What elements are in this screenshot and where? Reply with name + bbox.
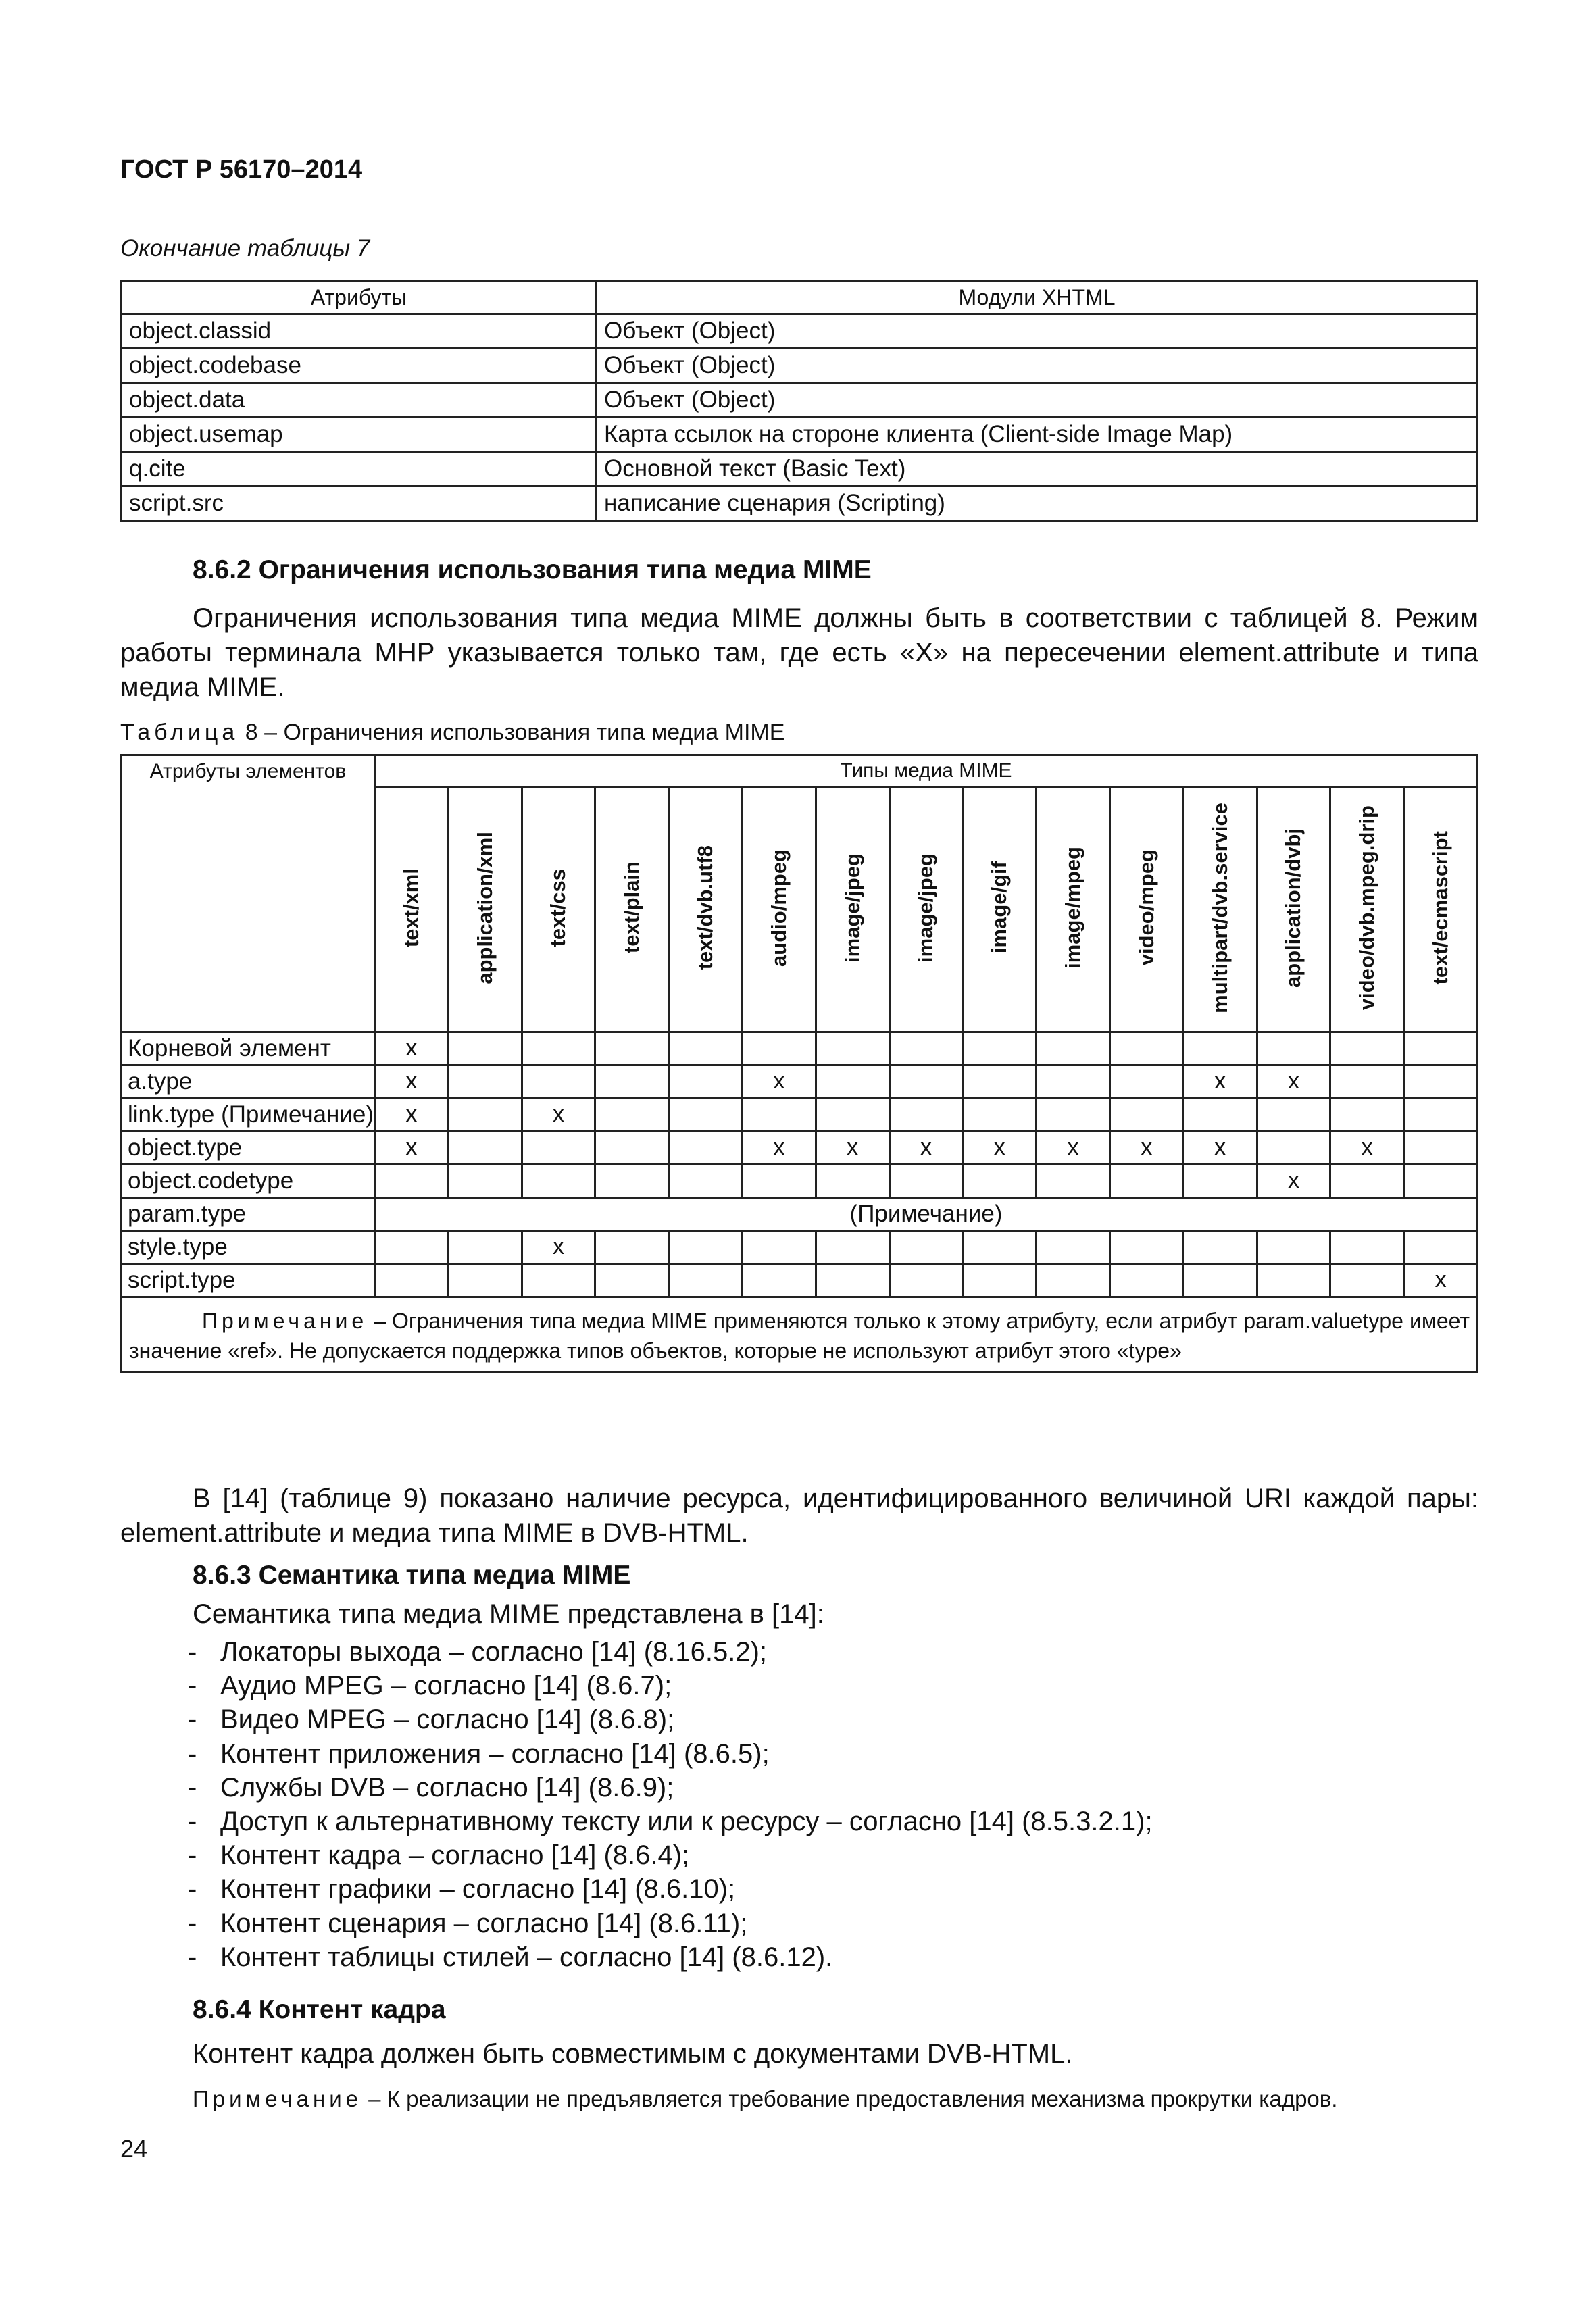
- empty-cell: [448, 1065, 522, 1099]
- empty-cell: [595, 1165, 669, 1198]
- table-row: [122, 314, 1478, 349]
- empty-cell: [742, 1231, 816, 1264]
- empty-cell: [1257, 1132, 1330, 1165]
- mime-type-label: video/dvb.mpeg.drip: [1355, 805, 1379, 1011]
- empty-cell: [963, 1065, 1037, 1099]
- empty-cell: [1109, 1065, 1183, 1099]
- x-mark-cell: x: [1257, 1065, 1330, 1099]
- empty-cell: [669, 1165, 743, 1198]
- empty-cell: [816, 1264, 889, 1297]
- mime-type-label: application/dvbj: [1281, 828, 1305, 988]
- note-text: – К реализации не предъявляется требование предоставления механизма прокрутки кадров.: [362, 2086, 1338, 2111]
- page-number: 24: [120, 2135, 148, 2163]
- table7-cell-attr: object.classid: [122, 314, 597, 349]
- empty-cell: [1037, 1165, 1110, 1198]
- empty-cell: [448, 1032, 522, 1065]
- list-item: - Контент кадра – согласно [14] (8.6.4);: [188, 1838, 1153, 1872]
- list-item: - Видео MPEG – согласно [14] (8.6.8);: [188, 1703, 1153, 1736]
- empty-cell: [1183, 1032, 1257, 1065]
- empty-cell: [448, 1264, 522, 1297]
- empty-cell: [522, 1264, 595, 1297]
- empty-cell: [1037, 1264, 1110, 1297]
- mime-type-label: video/mpeg: [1134, 849, 1158, 966]
- mime-type-label: text/ecmascript: [1428, 830, 1453, 985]
- mime-type-header: [669, 787, 743, 1032]
- section-864-note: [193, 2086, 1337, 2112]
- empty-cell: [669, 1231, 743, 1264]
- table-row: [122, 1032, 1478, 1065]
- empty-cell: [1183, 1231, 1257, 1264]
- section-863-intro: Семантика типа медиа MIME представлена в [14]:: [193, 1599, 824, 1629]
- empty-cell: [1037, 1032, 1110, 1065]
- empty-cell: [1037, 1231, 1110, 1264]
- section-862-paragraph: Ограничения использования типа медиа MIME должны быть в соответствии с таблицей 8. Режим работы терминала МНР указывается только там, где есть «X» на пересечении element.attribute и типа медиа MIME.: [120, 603, 1478, 702]
- element-attribute-cell: script.type: [122, 1264, 375, 1297]
- table8-caption: [120, 720, 784, 746]
- list-item: - Контент графики – согласно [14] (8.6.10);: [188, 1872, 1153, 1906]
- x-mark-cell: x: [375, 1132, 449, 1165]
- empty-cell: [1404, 1099, 1478, 1132]
- table7-header-modules: Модули XHTML: [597, 281, 1478, 314]
- empty-cell: [889, 1065, 963, 1099]
- list-item: - Контент приложения – согласно [14] (8.6.5);: [188, 1737, 1153, 1771]
- table-7: [120, 280, 1478, 522]
- table7-cell-attr: object.data: [122, 383, 597, 418]
- empty-cell: [1404, 1032, 1478, 1065]
- empty-cell: [963, 1264, 1037, 1297]
- note-reference-cell: (Примечание): [375, 1198, 1478, 1231]
- mime-type-label: text/dvb.utf8: [693, 845, 718, 970]
- x-mark-cell: x: [1183, 1132, 1257, 1165]
- standard-designation: ГОСТ Р 56170–2014: [120, 155, 363, 184]
- mime-type-header: [889, 787, 963, 1032]
- table7-cell-module: Объект (Object): [597, 349, 1478, 383]
- empty-cell: [963, 1165, 1037, 1198]
- table7-cell-module: Основной текст (Basic Text): [597, 452, 1478, 486]
- element-attribute-cell: object.codetype: [122, 1165, 375, 1198]
- mime-type-header: [816, 787, 889, 1032]
- empty-cell: [1404, 1165, 1478, 1198]
- empty-cell: [1183, 1099, 1257, 1132]
- empty-cell: [1109, 1264, 1183, 1297]
- table7-cell-attr: script.src: [122, 486, 597, 521]
- mime-type-label: image/jpeg: [840, 853, 864, 963]
- empty-cell: [1183, 1264, 1257, 1297]
- mime-type-label: application/xml: [472, 831, 497, 984]
- x-mark-cell: x: [522, 1099, 595, 1132]
- empty-cell: [1037, 1065, 1110, 1099]
- empty-cell: [595, 1099, 669, 1132]
- empty-cell: [889, 1032, 963, 1065]
- table-row: [122, 486, 1478, 521]
- mime-type-header: [1330, 787, 1404, 1032]
- x-mark-cell: x: [1257, 1165, 1330, 1198]
- mime-type-label: text/css: [546, 868, 570, 947]
- empty-cell: [1404, 1231, 1478, 1264]
- empty-cell: [742, 1264, 816, 1297]
- empty-cell: [889, 1099, 963, 1132]
- table-row: [122, 349, 1478, 383]
- section-864-heading: 8.6.4 Контент кадра: [193, 1995, 446, 2024]
- table7-cell-module: Карта ссылок на стороне клиента (Client-side Image Map): [597, 418, 1478, 452]
- empty-cell: [742, 1165, 816, 1198]
- empty-cell: [375, 1231, 449, 1264]
- table-row: [122, 1132, 1478, 1165]
- empty-cell: [595, 1264, 669, 1297]
- empty-cell: [1257, 1099, 1330, 1132]
- x-mark-cell: x: [742, 1065, 816, 1099]
- table-row: [122, 1264, 1478, 1297]
- empty-cell: [742, 1099, 816, 1132]
- x-mark-cell: x: [1183, 1065, 1257, 1099]
- x-mark-cell: x: [1404, 1264, 1478, 1297]
- empty-cell: [1257, 1264, 1330, 1297]
- mime-type-header: [1257, 787, 1330, 1032]
- mime-type-header: [1037, 787, 1110, 1032]
- x-mark-cell: x: [1037, 1132, 1110, 1165]
- empty-cell: [816, 1165, 889, 1198]
- note-text: – Ограничения типа медиа MIME применяются только к этому атрибуту, если атрибут param.valuetype имеет значение «ref». Не допускается поддержка типов объектов, которые не используют атрибут этого «type»: [129, 1309, 1470, 1363]
- empty-cell: [522, 1132, 595, 1165]
- mime-type-label: image/gif: [987, 861, 1012, 954]
- x-mark-cell: x: [375, 1032, 449, 1065]
- empty-cell: [816, 1099, 889, 1132]
- empty-cell: [816, 1032, 889, 1065]
- mime-type-label: multipart/dvb.service: [1207, 802, 1232, 1013]
- table8-header-attributes: Атрибуты элементов: [122, 755, 375, 1032]
- empty-cell: [889, 1231, 963, 1264]
- note-label: Примечание: [193, 2086, 363, 2111]
- table7-caption: Окончание таблицы 7: [120, 235, 370, 261]
- table7-cell-attr: q.cite: [122, 452, 597, 486]
- empty-cell: [448, 1165, 522, 1198]
- mime-type-label: text/plain: [620, 861, 644, 954]
- x-mark-cell: x: [742, 1132, 816, 1165]
- reference-paragraph: В [14] (таблице 9) показано наличие ресурса, идентифицированного величиной URI каждой пары: element.attribute и медиа типа MIME в DVB-HTML.: [120, 1484, 1478, 1548]
- mime-type-header: [595, 787, 669, 1032]
- list-item: - Доступ к альтернативному тексту или к ресурсу – согласно [14] (8.5.3.2.1);: [188, 1805, 1153, 1838]
- table-row: [122, 452, 1478, 486]
- empty-cell: [595, 1065, 669, 1099]
- empty-cell: [669, 1065, 743, 1099]
- table-row: [122, 1165, 1478, 1198]
- list-item: - Службы DVB – согласно [14] (8.6.9);: [188, 1771, 1153, 1805]
- empty-cell: [816, 1231, 889, 1264]
- table7-cell-module: Объект (Object): [597, 314, 1478, 349]
- x-mark-cell: x: [889, 1132, 963, 1165]
- mime-type-label: image/mpeg: [1061, 847, 1085, 969]
- table7-cell-module: написание сценария (Scripting): [597, 486, 1478, 521]
- empty-cell: [963, 1099, 1037, 1132]
- section-863-heading: 8.6.3 Семантика типа медиа MIME: [193, 1561, 631, 1590]
- list-item: - Контент сценария – согласно [14] (8.6.11);: [188, 1907, 1153, 1940]
- list-item: - Контент таблицы стилей – согласно [14] (8.6.12).: [188, 1940, 1153, 1974]
- empty-cell: [1404, 1132, 1478, 1165]
- empty-cell: [1330, 1065, 1404, 1099]
- mime-type-header: [963, 787, 1037, 1032]
- empty-cell: [816, 1065, 889, 1099]
- table8-note-row: [122, 1297, 1478, 1372]
- empty-cell: [742, 1032, 816, 1065]
- empty-cell: [889, 1264, 963, 1297]
- section-862-heading: 8.6.2 Ограничения использования типа медиа MIME: [193, 555, 872, 584]
- element-attribute-cell: object.type: [122, 1132, 375, 1165]
- table8-caption-text: 8 – Ограничения использования типа медиа MIME: [239, 720, 785, 745]
- empty-cell: [522, 1032, 595, 1065]
- empty-cell: [595, 1132, 669, 1165]
- empty-cell: [669, 1264, 743, 1297]
- list-item: - Локаторы выхода – согласно [14] (8.16.5.2);: [188, 1635, 1153, 1669]
- empty-cell: [1404, 1065, 1478, 1099]
- empty-cell: [448, 1099, 522, 1132]
- empty-cell: [889, 1165, 963, 1198]
- mime-type-header: [375, 787, 449, 1032]
- mime-type-label: audio/mpeg: [766, 849, 791, 967]
- table8-note: [122, 1297, 1478, 1372]
- semantics-list: [188, 1635, 1153, 1974]
- mime-type-header: [1109, 787, 1183, 1032]
- table-row: [122, 1065, 1478, 1099]
- empty-cell: [1330, 1264, 1404, 1297]
- mime-type-label: text/xml: [399, 867, 423, 948]
- mime-type-header: [448, 787, 522, 1032]
- table-row: [122, 1099, 1478, 1132]
- table-8: [120, 754, 1478, 1373]
- table7-header-attributes: Атрибуты: [122, 281, 597, 314]
- empty-cell: [522, 1165, 595, 1198]
- element-attribute-cell: a.type: [122, 1065, 375, 1099]
- table8-caption-label: Таблица: [120, 720, 239, 745]
- table-row: [122, 383, 1478, 418]
- table7-cell-attr: object.codebase: [122, 349, 597, 383]
- empty-cell: [1109, 1165, 1183, 1198]
- empty-cell: [963, 1032, 1037, 1065]
- empty-cell: [375, 1165, 449, 1198]
- x-mark-cell: x: [375, 1099, 449, 1132]
- table-row: [122, 1198, 1478, 1231]
- empty-cell: [522, 1065, 595, 1099]
- x-mark-cell: x: [1109, 1132, 1183, 1165]
- list-item: - Аудио MPEG – согласно [14] (8.6.7);: [188, 1669, 1153, 1703]
- empty-cell: [1257, 1032, 1330, 1065]
- empty-cell: [669, 1032, 743, 1065]
- x-mark-cell: x: [963, 1132, 1037, 1165]
- element-attribute-cell: param.type: [122, 1198, 375, 1231]
- note-label: Примечание: [202, 1309, 368, 1333]
- mime-type-header: [1183, 787, 1257, 1032]
- empty-cell: [1330, 1165, 1404, 1198]
- empty-cell: [1109, 1099, 1183, 1132]
- mime-type-header: [742, 787, 816, 1032]
- empty-cell: [669, 1099, 743, 1132]
- empty-cell: [595, 1231, 669, 1264]
- x-mark-cell: x: [375, 1065, 449, 1099]
- empty-cell: [375, 1264, 449, 1297]
- empty-cell: [595, 1032, 669, 1065]
- element-attribute-cell: link.type (Примечание): [122, 1099, 375, 1132]
- empty-cell: [1330, 1032, 1404, 1065]
- element-attribute-cell: Корневой элемент: [122, 1032, 375, 1065]
- mime-type-header: [522, 787, 595, 1032]
- empty-cell: [1183, 1165, 1257, 1198]
- table7-cell-module: Объект (Object): [597, 383, 1478, 418]
- element-attribute-cell: style.type: [122, 1231, 375, 1264]
- empty-cell: [1109, 1032, 1183, 1065]
- x-mark-cell: x: [522, 1231, 595, 1264]
- table7-cell-attr: object.usemap: [122, 418, 597, 452]
- mime-type-header: [1404, 787, 1478, 1032]
- section-864-paragraph: Контент кадра должен быть совместимым с документами DVB-HTML.: [193, 2039, 1073, 2069]
- empty-cell: [448, 1231, 522, 1264]
- table-row: [122, 418, 1478, 452]
- table8-header-mime-types: Типы медиа MIME: [375, 755, 1478, 787]
- mime-type-label: image/jpeg: [914, 853, 938, 963]
- empty-cell: [1037, 1099, 1110, 1132]
- table7-header-row: [122, 281, 1478, 314]
- empty-cell: [1330, 1099, 1404, 1132]
- x-mark-cell: x: [1330, 1132, 1404, 1165]
- table8-header-row: [122, 755, 1478, 787]
- empty-cell: [1109, 1231, 1183, 1264]
- x-mark-cell: x: [816, 1132, 889, 1165]
- table-row: [122, 1231, 1478, 1264]
- empty-cell: [1330, 1231, 1404, 1264]
- empty-cell: [448, 1132, 522, 1165]
- empty-cell: [963, 1231, 1037, 1264]
- empty-cell: [1257, 1231, 1330, 1264]
- empty-cell: [669, 1132, 743, 1165]
